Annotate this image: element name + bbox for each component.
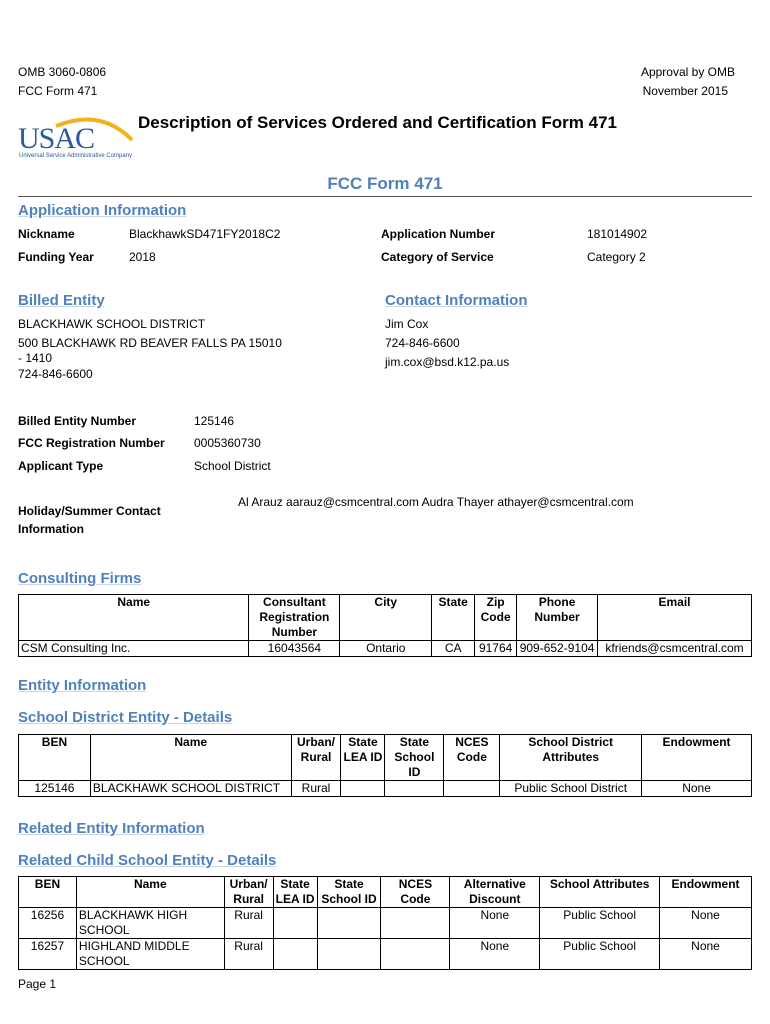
consultant-state: CA — [432, 641, 475, 657]
divider — [18, 196, 752, 197]
col-consultant-reg: Consultant Registration Number — [249, 595, 340, 641]
district-attributes: Public School District — [500, 781, 642, 797]
related-header-row — [19, 877, 752, 908]
col-alternative-discount: Alternative Discount — [450, 877, 540, 908]
table-row — [19, 908, 752, 939]
related-child-heading: Related Child School Entity - Details — [18, 852, 277, 869]
col-nces-code: NCES Code — [444, 735, 500, 781]
district-header-row — [19, 735, 752, 781]
page-number: Page 1 — [18, 977, 57, 991]
col-state: State — [432, 595, 475, 641]
page-title: Description of Services Ordered and Certification Form 471 — [138, 113, 617, 132]
consultant-city: Ontario — [340, 641, 432, 657]
nickname-value: BlackhawkSD471FY2018C2 — [129, 227, 281, 241]
col-urban-rural: Urban/ Rural — [291, 735, 341, 781]
col-name: Name — [76, 877, 224, 908]
child-endowment: None — [660, 939, 752, 970]
funding-year-label: Funding Year — [18, 250, 94, 264]
billed-entity-number-label: Billed Entity Number — [18, 414, 137, 428]
contact-email: jim.cox@bsd.k12.pa.us — [385, 355, 510, 369]
holiday-contact-label-2: Information — [18, 522, 84, 536]
funding-year-value: 2018 — [129, 250, 156, 264]
col-urban-rural: Urban/ Rural — [224, 877, 273, 908]
consultant-name: CSM Consulting Inc. — [19, 641, 249, 657]
consulting-table — [18, 594, 752, 657]
child-lea-id — [273, 939, 317, 970]
application-number-label: Application Number — [381, 227, 496, 241]
col-name: Name — [90, 735, 291, 781]
col-state-lea-id: State LEA ID — [273, 877, 317, 908]
col-school-attributes: School Attributes — [540, 877, 660, 908]
omb-number: OMB 3060-0806 — [18, 65, 107, 79]
nickname-label: Nickname — [18, 227, 75, 241]
related-child-table — [18, 876, 752, 970]
table-row — [19, 781, 752, 797]
category-label: Category of Service — [381, 250, 494, 264]
consultant-email: kfriends@csmcentral.com — [598, 641, 752, 657]
child-ben: 16256 — [19, 908, 77, 939]
applicant-type-label: Applicant Type — [18, 459, 104, 473]
child-urban-rural: Rural — [224, 939, 273, 970]
child-school-id — [317, 939, 381, 970]
child-name: HIGHLAND MIDDLE SCHOOL — [76, 939, 224, 970]
child-lea-id — [273, 908, 317, 939]
form-label: FCC Form 471 — [18, 84, 98, 98]
consulting-heading: Consulting Firms — [18, 570, 142, 587]
col-state-school-id: State School ID — [317, 877, 381, 908]
table-row — [19, 939, 752, 970]
col-ben: BEN — [19, 877, 77, 908]
district-lea-id — [341, 781, 385, 797]
col-phone: Phone Number — [517, 595, 598, 641]
district-endowment: None — [642, 781, 752, 797]
child-endowment: None — [660, 908, 752, 939]
billed-entity-number-value: 125146 — [194, 414, 235, 428]
district-urban-rural: Rural — [291, 781, 341, 797]
col-zip: Zip Code — [475, 595, 517, 641]
district-entity-heading: School District Entity - Details — [18, 709, 233, 726]
col-nces-code: NCES Code — [381, 877, 450, 908]
fcc-registration-value: 0005360730 — [194, 436, 261, 450]
col-name: Name — [19, 595, 249, 641]
consultant-reg-number: 16043564 — [249, 641, 340, 657]
col-state-school-id: State School ID — [385, 735, 444, 781]
consulting-header-row — [19, 595, 752, 641]
child-name: BLACKHAWK HIGH SCHOOL — [76, 908, 224, 939]
contact-name: Jim Cox — [385, 317, 429, 331]
child-alternative-discount: None — [450, 939, 540, 970]
usac-logo-subtitle: Universal Service Administrative Company — [19, 153, 133, 159]
consultant-phone: 909-652-9104 — [517, 641, 598, 657]
billed-entity-name: BLACKHAWK SCHOOL DISTRICT — [18, 317, 206, 331]
col-email: Email — [598, 595, 752, 641]
applicant-type-value: School District — [194, 459, 271, 473]
form-heading: FCC Form 471 — [327, 174, 443, 193]
contact-phone: 724-846-6600 — [385, 336, 460, 350]
col-endowment: Endowment — [660, 877, 752, 908]
category-value: Category 2 — [587, 250, 646, 264]
col-state-lea-id: State LEA ID — [341, 735, 385, 781]
child-attributes: Public School — [540, 908, 660, 939]
holiday-contact-label-1: Holiday/Summer Contact — [18, 504, 161, 518]
approval-label: Approval by OMB — [640, 65, 735, 79]
usac-logo — [16, 112, 136, 164]
table-row — [19, 641, 752, 657]
child-nces-code — [381, 908, 450, 939]
district-entity-table — [18, 734, 752, 797]
billed-entity-address-1: 500 BLACKHAWK RD BEAVER FALLS PA 15010 — [18, 336, 282, 350]
col-district-attributes: School District Attributes — [500, 735, 642, 781]
child-urban-rural: Rural — [224, 908, 273, 939]
child-alternative-discount: None — [450, 908, 540, 939]
usac-logo-text: USAC — [18, 122, 95, 155]
col-city: City — [340, 595, 432, 641]
district-nces-code — [444, 781, 500, 797]
billed-entity-heading: Billed Entity — [18, 292, 105, 309]
holiday-contact-value: Al Arauz aarauz@csmcentral.com Audra Thayer athayer@csmcentral.com — [238, 495, 634, 509]
col-endowment: Endowment — [642, 735, 752, 781]
application-number-value: 181014902 — [587, 227, 648, 241]
district-school-id — [385, 781, 444, 797]
district-name: BLACKHAWK SCHOOL DISTRICT — [90, 781, 291, 797]
child-attributes: Public School — [540, 939, 660, 970]
related-heading: Related Entity Information — [18, 820, 205, 837]
child-school-id — [317, 908, 381, 939]
billed-entity-address-2: - 1410 — [18, 351, 53, 365]
entity-heading: Entity Information — [18, 677, 147, 694]
contact-heading: Contact Information — [385, 292, 528, 309]
consultant-zip: 91764 — [475, 641, 517, 657]
fcc-registration-label: FCC Registration Number — [18, 436, 165, 450]
approval-date: November 2015 — [642, 84, 728, 98]
district-ben: 125146 — [19, 781, 91, 797]
col-ben: BEN — [19, 735, 91, 781]
billed-entity-phone: 724-846-6600 — [18, 367, 93, 381]
child-ben: 16257 — [19, 939, 77, 970]
application-heading: Application Information — [18, 202, 187, 219]
child-nces-code — [381, 939, 450, 970]
